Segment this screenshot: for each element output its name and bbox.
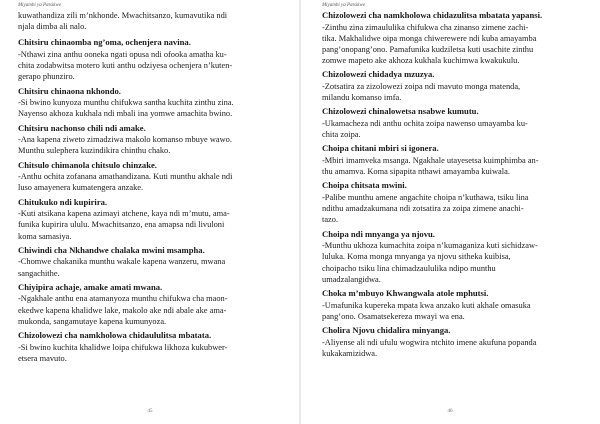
proverb-heading: Choka m’mbuyo Khwangwala atole mphutsi. [322, 288, 489, 299]
left-page-content [18, 10, 276, 364]
proverb-explanation [322, 81, 582, 103]
proverb-heading: Chitsiru chinaomba ng’oma, ochenjera navina. [18, 37, 191, 48]
proverb-entry [322, 69, 582, 103]
proverb-entry [18, 160, 276, 194]
text-line: -Si bwino kuchita khalidwe loipa chifukwa likhoza kukubwer- [18, 342, 228, 352]
proverb-heading: Chizolowezi chinalowetsa nsabwe kumutu. [322, 106, 479, 117]
proverb-entry [18, 245, 276, 279]
proverb-heading: Choipa ndi mnyanga ya njovu. [322, 228, 435, 239]
text-line: -Aliyense ali ndi ufulu wogwira ntchito imene akufuna popanda [322, 337, 537, 347]
text-line: luso amayenera kumatengera anzake. [18, 183, 144, 193]
proverb-entry [18, 86, 276, 120]
text-line: pang’onopang’ono. Pamafunika kudziletsa kuti usachite zinthu [322, 45, 534, 54]
continued-paragraph [18, 10, 276, 32]
running-head-right: Miyambi ya Patsikwe [322, 3, 366, 8]
text-line: -Umafunika kupereka mpata kwa anzako kuti akhale omasuka [322, 300, 531, 310]
proverb-heading: Chizolowezi cha namkholowa chidazulitsa mbatata yapansi. [322, 10, 543, 20]
proverb-entry [18, 197, 276, 242]
text-line: chita zodabwitsa motero kuti anthu odziyesa ochenjera n’kuten- [18, 61, 233, 71]
right-page-content [322, 10, 582, 359]
proverb-entry [18, 37, 276, 82]
text-line: Nayenso akhoza kukhala ndi mbali ina yomwe amachita bwino. [18, 109, 233, 119]
text-line: umadzalangidwa. [322, 274, 381, 284]
proverb-entry [322, 325, 582, 359]
text-line: etsera mavuto. [18, 353, 67, 363]
text-line: koma samasiya. [18, 231, 72, 241]
proverb-heading: Chitsulo chimanola chitsulo chinzake. [18, 159, 157, 170]
proverb-explanation [322, 300, 582, 322]
proverb-heading: Cholira Njovu chidalira minyanga. [322, 325, 451, 336]
proverb-heading: Chiyipira achaje, amake amati mwana. [18, 281, 163, 292]
right-page [300, 0, 600, 424]
proverb-heading: Chitsiru nachonso chili ndi amake. [18, 122, 146, 133]
running-head-left: Miyambi ya Patsikwe [18, 3, 62, 8]
text-line: sangachithe. [18, 268, 60, 278]
proverb-explanation [322, 192, 582, 226]
text-line: kukakamizidwa. [322, 348, 378, 358]
text-line: zomwe mapeto ake akhoza kukhala kuchimwa kwakukulu. [322, 56, 520, 66]
text-line: ekedwe kapena khalidwe lake, makolo ake ndi abale ake ama- [18, 305, 227, 315]
text-line: -Kuti atsikana kapena azimayi atchene, kaya ndi m’mutu, ama- [18, 209, 230, 219]
proverb-heading: Choipa chitsata mwini. [322, 180, 407, 191]
proverb-explanation [322, 155, 582, 177]
text-line: -Ngakhale anthu ena atamanyoza munthu chifukwa cha maon- [18, 294, 228, 304]
text-line: -Chomwe chakanika munthu wakale kapena wanzeru, mwana [18, 257, 226, 267]
text-line: -Nthawi zina anthu ooneka ngati opusa ndi ofooka amatha ku- [18, 50, 227, 59]
left-entries [18, 37, 276, 364]
proverb-heading: Chizolowezi chidadya mzuzya. [322, 69, 435, 80]
proverb-explanation [18, 208, 276, 242]
text-line: -Ukamacheza ndi anthu ochita zoipa nawenso umayamba ku- [322, 119, 528, 128]
text-line: kuwathandiza zili m’nkhonde. Mwachitsanzo, kumavutika ndi [18, 11, 228, 20]
text-line: -Mbiri imamveka msanga. Ngakhale utayesetsa kuimphimba an- [322, 156, 539, 165]
text-line: -Palibe munthu amene angachite choipa n’kuthawa, tsiku lina [322, 193, 529, 202]
text-line: -Zotsatira za zizolowezi zoipa ndi mavuto monga matenda, [322, 82, 521, 91]
text-line: chita zoipa. [322, 130, 361, 140]
proverb-heading: Chitukuko ndi kupirira. [18, 196, 108, 207]
text-line: mukonda, sangamutaye kapena kumunyoza. [18, 316, 167, 326]
proverb-entry [322, 229, 582, 285]
text-line: luluka. Koma monga mnyanga ya njovu sitheka kuibisa, [322, 252, 511, 262]
text-line: tazo. [322, 215, 339, 225]
text-line: -Zinthu zina zimaululika chifukwa cha zinanso zimene zachi- [322, 22, 529, 32]
page-number-right: 46 [447, 409, 453, 414]
proverb-entry [322, 106, 582, 140]
proverb-heading: Choipa chitani mbiri si igonera. [322, 143, 439, 154]
text-line: pang’ono. Osamatsekereza mwayi wa ena. [322, 311, 465, 321]
proverb-entry [322, 288, 582, 322]
proverb-explanation [18, 256, 276, 278]
text-line: -Anthu ochita zofanana amathandizana. Kuti munthu akhale ndi [18, 172, 233, 182]
text-line: milandu komanso imfa. [322, 93, 402, 103]
proverb-explanation [18, 293, 276, 327]
text-line: choipacho tsiku lina chimadzaululika ndipo munthu [322, 263, 496, 273]
proverb-explanation [18, 97, 276, 119]
text-line: -Ana kapena ziweto zimadziwa makolo komanso mbuye wawo. [18, 135, 232, 145]
text-line: funika kupirira ululu. Mwachitsanzo, ena amapsa ndi livuloni [18, 220, 225, 230]
proverb-heading: Chitsiru chinaona nkhondo. [18, 85, 121, 96]
text-line: ndithu amadzakumana ndi zotsatira za zoipa zimene anachi- [322, 204, 524, 214]
text-line: Munthu sulephera kuzindikira chinthu chako. [18, 146, 171, 156]
text-line: gerapo phunziro. [18, 72, 75, 82]
text-line: thu amamva. Koma sipapita nthawi amayamba kuiwala. [322, 167, 510, 177]
proverb-explanation [18, 342, 276, 364]
proverb-heading: Chiwindi cha Nkhandwe chalaka mwini msampha. [18, 244, 205, 255]
proverb-explanation [18, 49, 276, 83]
proverb-entry [322, 143, 582, 177]
page-number-left: 45 [147, 409, 153, 414]
proverb-entry [18, 282, 276, 327]
proverb-entry [322, 10, 582, 66]
proverb-heading: Chizolowezi cha namkholowa chidaululitsa mbatata. [18, 330, 212, 341]
proverb-explanation [322, 22, 582, 67]
text-line: tika. Makhalidwe oipa monga chiwerewere ndi kuba amayamba [322, 33, 537, 43]
text-line: -Si bwino kunyoza munthu chifukwa santha kuchita zinthu zina. [18, 98, 234, 108]
proverb-explanation [322, 118, 582, 140]
proverb-explanation [322, 240, 582, 285]
proverb-entry [322, 180, 582, 225]
text-line: njala dimba ali nalo. [18, 22, 87, 32]
proverb-explanation [18, 134, 276, 156]
proverb-entry [18, 330, 276, 364]
proverb-explanation [322, 337, 582, 359]
text-line: -Munthu ukhoza kumachita zoipa n’kumaganiza kuti sichidzaw- [322, 241, 538, 251]
right-entries [322, 10, 582, 359]
proverb-entry [18, 123, 276, 157]
proverb-explanation [18, 171, 276, 193]
